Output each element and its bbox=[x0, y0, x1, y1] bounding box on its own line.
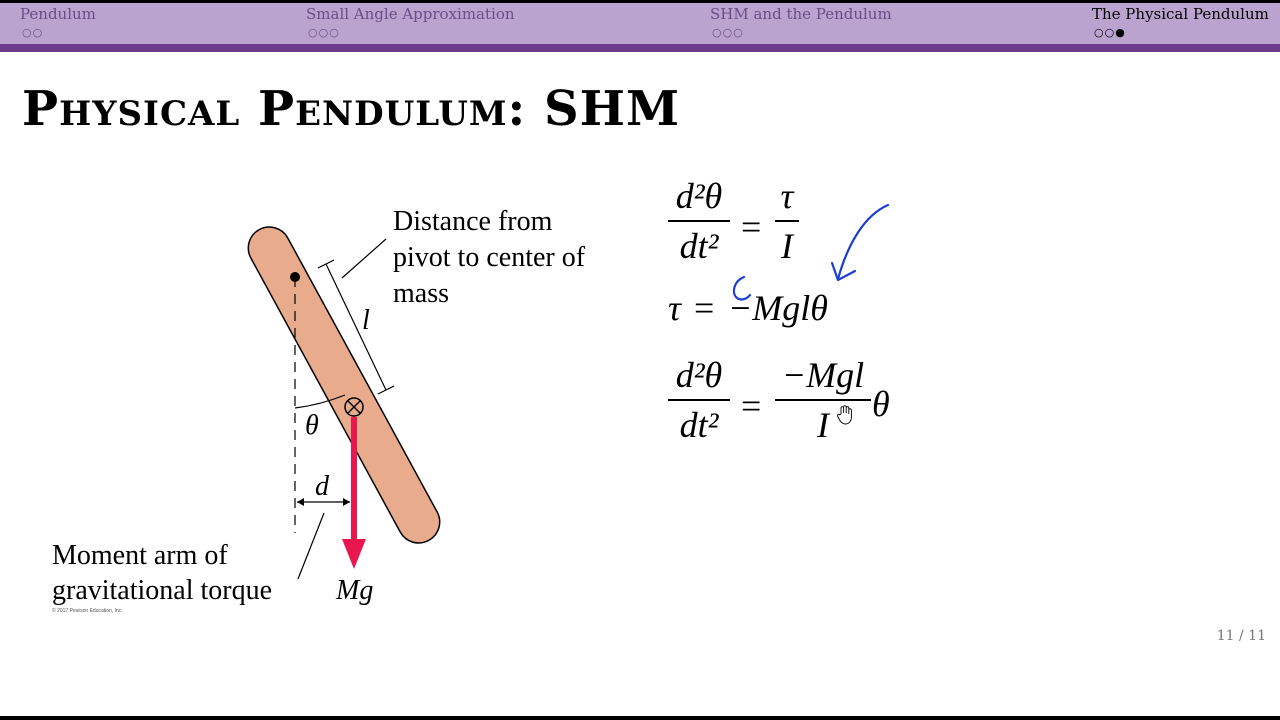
moment-arm-label-line1: Moment arm of bbox=[52, 540, 228, 571]
eq3-rhs-denominator: I bbox=[817, 405, 829, 445]
distance-label-line1: Distance from bbox=[393, 206, 553, 237]
angle-symbol: θ bbox=[305, 410, 319, 441]
eq2-equals: = bbox=[694, 288, 715, 328]
eq3-equals: = bbox=[741, 386, 762, 426]
eq1-rhs-numerator: τ bbox=[780, 176, 794, 216]
nav-section-shm-pendulum[interactable]: SHM and the Pendulum bbox=[710, 5, 892, 23]
length-symbol: l bbox=[362, 305, 370, 336]
moment-arm-label-line2: gravitational torque bbox=[52, 575, 273, 606]
figure-copyright: © 2017 Pearson Education, Inc. bbox=[52, 608, 123, 614]
nav-dots-physical-pendulum[interactable]: ○○● bbox=[1094, 26, 1126, 39]
moment-arm-symbol: d bbox=[315, 471, 329, 502]
nav-section-pendulum[interactable]: Pendulum bbox=[20, 5, 96, 23]
eq1-rhs-denominator: I bbox=[781, 226, 793, 266]
eq3-denominator: dt² bbox=[679, 405, 719, 445]
distance-label-line2: pivot to center of bbox=[393, 242, 586, 273]
eq2-rhs: −Mglθ bbox=[728, 288, 828, 328]
nav-section-physical-pendulum[interactable]: The Physical Pendulum bbox=[1092, 5, 1269, 23]
eq3-numerator: d²θ bbox=[675, 355, 723, 395]
eq1-numerator: d²θ bbox=[675, 176, 723, 216]
eq1-denominator: dt² bbox=[679, 226, 719, 266]
annotation-curl bbox=[734, 277, 750, 299]
eq1-equals: = bbox=[741, 207, 762, 247]
handwritten-annotations bbox=[0, 3, 1280, 716]
nav-dots-pendulum[interactable]: ○○ bbox=[22, 26, 44, 39]
eq3-theta: θ bbox=[872, 384, 890, 424]
nav-dots-small-angle[interactable]: ○○○ bbox=[308, 26, 340, 39]
distance-label-line3: mass bbox=[393, 278, 449, 309]
nav-section-small-angle[interactable]: Small Angle Approximation bbox=[306, 5, 515, 23]
nav-dots-shm-pendulum[interactable]: ○○○ bbox=[712, 26, 744, 39]
annotation-arrow bbox=[838, 205, 888, 279]
slide-title: Physical Pendulum: SHM bbox=[22, 81, 681, 137]
annotation-arrowhead bbox=[832, 263, 855, 280]
slide bbox=[0, 3, 1280, 716]
eq2-lhs: τ bbox=[668, 288, 681, 328]
page-number: 11 / 11 bbox=[1216, 628, 1266, 644]
hand-cursor-icon bbox=[836, 405, 854, 425]
weight-symbol: Mg bbox=[336, 575, 374, 606]
eq3-rhs-numerator: −Mgl bbox=[781, 355, 865, 395]
